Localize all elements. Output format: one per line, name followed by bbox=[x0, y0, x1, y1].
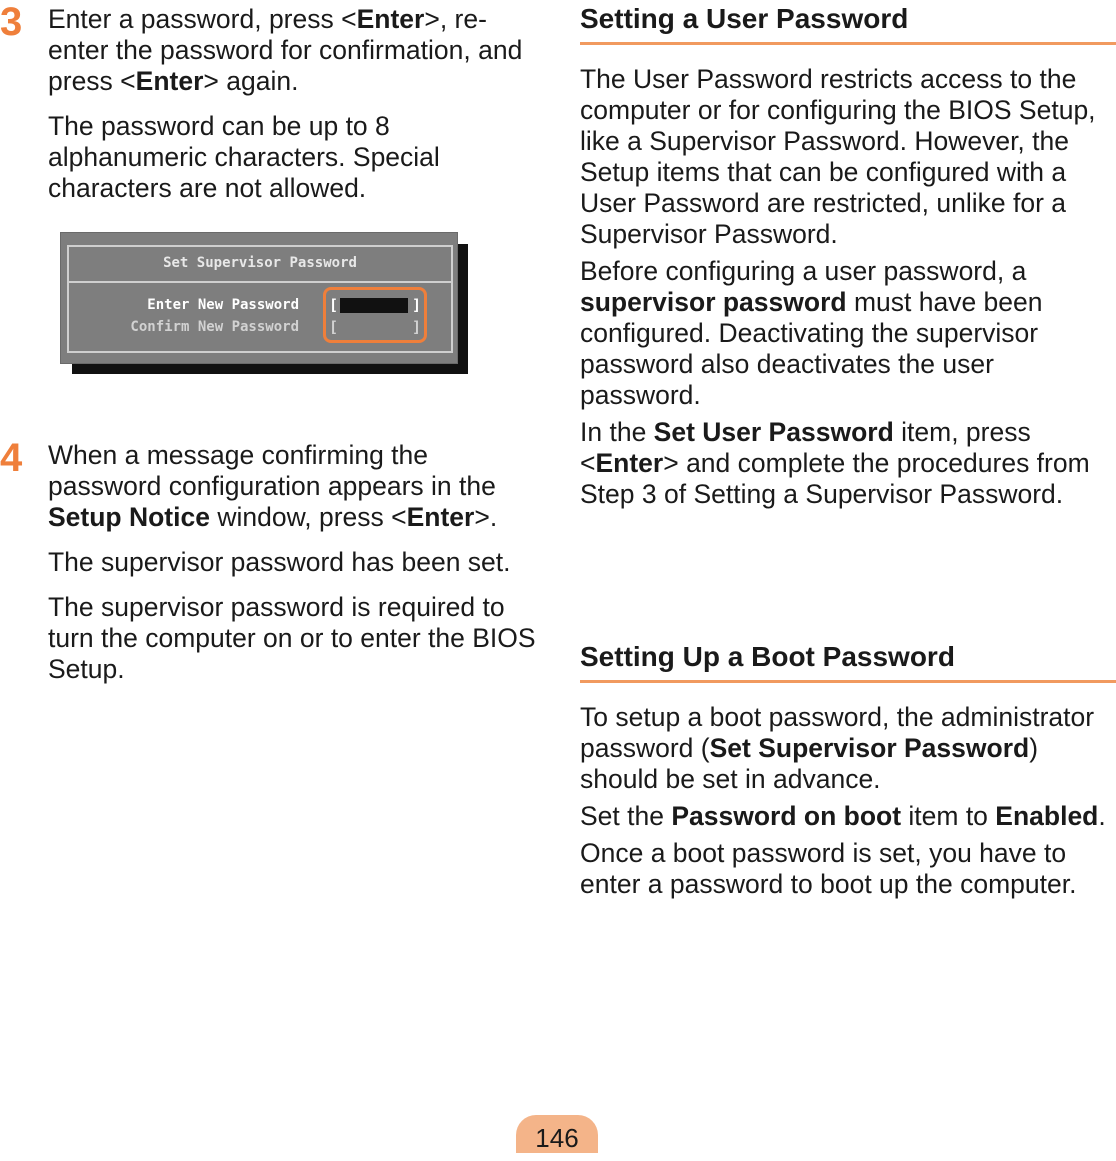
confirm-new-password-label: Confirm New Password bbox=[130, 319, 299, 335]
enter-new-password-label: Enter New Password bbox=[147, 297, 299, 313]
user-password-prerequisite: Before configuring a user password, a supervisor password must have been configured. Deactivating the supervisor password also deactivates the user password. bbox=[580, 256, 1043, 410]
step-body bbox=[48, 4, 538, 204]
bios-dialog-frame: Set Supervisor Password Enter New Password Confirm New Password [ ] [ ] bbox=[67, 245, 453, 353]
step-3-note: The password can be up to 8 alphanumeric characters. Special characters are not allowed. bbox=[48, 111, 440, 203]
boot-password-setting: Set the Password on boot item to Enabled. bbox=[580, 801, 1106, 831]
boot-password-section bbox=[580, 640, 1116, 900]
boot-password-prerequisite: To setup a boot password, the administrator password (Set Supervisor Password) should be set in advance. bbox=[580, 702, 1095, 794]
step-4-instruction: When a message confirming the password configuration appears in the Setup Notice window, press <Enter>. bbox=[48, 440, 498, 532]
step-4-result: The supervisor password has been set. bbox=[48, 547, 511, 577]
step-body bbox=[48, 440, 538, 685]
section-title: Setting Up a Boot Password bbox=[580, 641, 955, 672]
bios-screenshot bbox=[60, 232, 470, 378]
section-divider bbox=[580, 42, 1116, 45]
boot-password-note: Once a boot password is set, you have to enter a password to boot up the computer. bbox=[580, 838, 1077, 899]
section-body bbox=[580, 64, 1116, 510]
user-password-section bbox=[580, 2, 1116, 510]
bios-divider bbox=[69, 281, 451, 283]
section-divider bbox=[580, 680, 1116, 683]
step-number: 4 bbox=[0, 436, 23, 480]
section-title: Setting a User Password bbox=[580, 3, 909, 34]
step-4-note: The supervisor password is required to turn the computer on or to enter the BIOS Setup. bbox=[48, 592, 536, 684]
user-password-procedure: In the Set User Password item, press <Enter> and complete the procedures from Step 3 of Setting a Supervisor Password. bbox=[580, 417, 1090, 509]
step-3-instruction: Enter a password, press <Enter>, re-enter the password for confirmation, and press <Enter> again. bbox=[48, 4, 523, 96]
step-number: 3 bbox=[0, 0, 23, 44]
password-fields-highlight bbox=[323, 287, 427, 343]
bios-dialog-title: Set Supervisor Password bbox=[163, 255, 357, 271]
user-password-description: The User Password restricts access to the computer or for configuring the BIOS Setup, like a Supervisor Password. However, the Setup items that can be configured with a User Password are restricted, unlike for a Supervisor Password. bbox=[580, 64, 1096, 249]
section-body bbox=[580, 702, 1116, 900]
bios-dialog bbox=[60, 232, 458, 364]
page-number: 146 bbox=[516, 1115, 598, 1153]
